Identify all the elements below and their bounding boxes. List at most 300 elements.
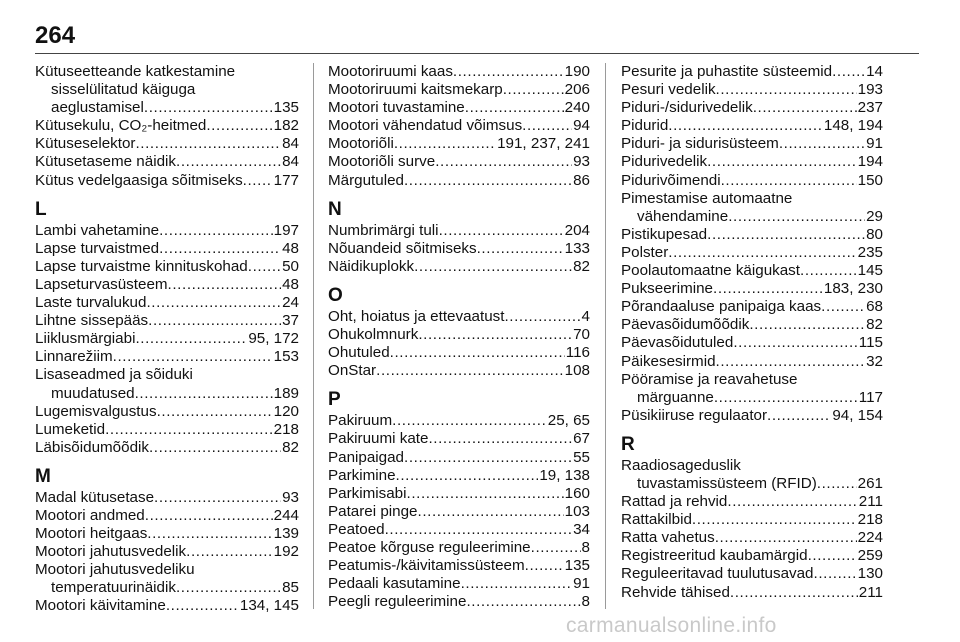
index-entry	[35, 153, 299, 171]
index-letter-heading: L	[35, 198, 47, 220]
index-entry-term: Ohukolmnurk	[328, 326, 419, 344]
dot-leader	[522, 117, 572, 135]
index-entry-term: muudatused	[51, 384, 135, 402]
index-entry-term: Kütuseselektor	[35, 135, 136, 153]
index-entry	[328, 63, 590, 81]
index-entry-page: 211	[858, 493, 883, 511]
dot-leader	[159, 222, 273, 240]
dot-leader	[727, 493, 857, 511]
index-entry: Lisaseadmed ja sõiduki	[35, 366, 193, 384]
index-entry-page: 108	[564, 362, 590, 380]
dot-leader	[147, 525, 272, 543]
index-entry	[35, 258, 299, 276]
index-entry: Pimestamise automaatne	[621, 189, 793, 207]
index-entry-term: Kütusetaseme näidik	[35, 153, 176, 171]
index-entry-page: 91	[573, 575, 590, 593]
index-entry	[35, 330, 299, 348]
index-entry-term: Registreeritud kaubamärgid	[621, 547, 808, 565]
index-entry	[328, 362, 590, 380]
dot-leader	[159, 240, 281, 258]
index-entry-term: Laste turvalukud	[35, 294, 147, 312]
index-entry-page: 183, 230	[823, 280, 883, 298]
dot-leader	[135, 135, 281, 153]
index-entry-term: Mootori tuvastamine	[328, 99, 465, 117]
dot-leader	[821, 298, 865, 316]
index-entry-page: 48	[282, 275, 299, 293]
index-entry-term: Pistikupesad	[621, 225, 708, 243]
index-entry	[621, 208, 883, 226]
index-entry	[35, 439, 299, 457]
index-entry-page: 84	[282, 153, 299, 171]
dot-leader	[730, 584, 858, 602]
index-entry: Mootori jahutusvedeliku	[35, 561, 195, 579]
dot-leader	[525, 557, 564, 575]
index-entry-page: 177	[273, 171, 299, 189]
index-entry-page: 55	[573, 448, 590, 466]
index-entry-term: Pidurid	[621, 117, 669, 135]
index-entry-page: 193	[857, 81, 883, 99]
index-entry-page: 24	[282, 294, 299, 312]
index-entry	[35, 525, 299, 543]
index-entry	[621, 529, 883, 547]
index-entry-page: 82	[282, 438, 299, 456]
index-entry-page: 261	[857, 474, 883, 492]
index-entry-page: 194	[857, 153, 883, 171]
index-entry	[621, 172, 883, 190]
dot-leader	[707, 153, 857, 171]
index-entry-page: 190	[564, 63, 590, 80]
index-entry	[328, 172, 590, 190]
index-entry-term: Lapse turvaistmed	[35, 239, 160, 257]
dot-leader	[465, 99, 564, 117]
index-entry	[328, 308, 590, 326]
dot-leader	[716, 81, 857, 99]
index-entry-term: Pakiruum	[328, 412, 393, 430]
dot-leader	[749, 316, 865, 334]
index-entry-page: 135	[273, 99, 299, 117]
index-entry-page: 80	[866, 225, 883, 243]
index-entry-page: 93	[282, 488, 299, 506]
dot-leader	[407, 485, 564, 503]
index-entry-page: 116	[565, 344, 590, 362]
index-entry-page: 19, 138	[539, 466, 590, 484]
index-entry-term: Lihtne sissepääs	[35, 312, 149, 330]
index-entry	[621, 565, 883, 583]
index-entry-term: vähendamine	[637, 207, 729, 225]
dot-leader	[385, 521, 573, 539]
index-entry	[35, 99, 299, 117]
index-entry-term: Pesuri vedelik	[621, 81, 716, 99]
dot-leader	[176, 153, 281, 171]
index-entry-page: 32	[866, 352, 883, 370]
index-entry	[35, 135, 299, 153]
index-entry-page: 134, 145	[239, 597, 299, 615]
index-entry	[621, 316, 883, 334]
index-entry-page: 8	[581, 593, 590, 611]
dot-leader	[779, 135, 865, 153]
index-entry: Pööramise ja reavahetuse	[621, 370, 798, 388]
index-entry-page: 70	[573, 326, 590, 344]
index-entry	[621, 262, 883, 280]
index-entry-page: 93	[573, 153, 590, 171]
dot-leader	[404, 449, 572, 467]
index-entry	[621, 135, 883, 153]
index-entry	[621, 153, 883, 171]
index-entry-term: Rattakilbid	[621, 511, 692, 529]
index-entry-page: 259	[857, 547, 883, 565]
index-entry-page: 211	[858, 583, 883, 601]
index-entry-term: Oht, hoiatus ja ettevaatust	[328, 307, 505, 325]
dot-leader	[154, 489, 281, 507]
dot-leader	[166, 597, 239, 615]
dot-leader	[439, 222, 564, 240]
dot-leader	[248, 258, 281, 276]
index-entry-page: 91	[866, 135, 883, 153]
index-entry-page: 25, 65	[547, 412, 590, 430]
index-letter-heading: M	[35, 465, 51, 487]
index-entry-term: Nõuandeid sõitmiseks	[328, 239, 477, 257]
index-entry-page: 94	[573, 117, 590, 135]
dot-leader	[428, 430, 572, 448]
watermark: carmanualsonline.info	[566, 614, 777, 637]
index-entry	[621, 389, 883, 407]
column-divider	[313, 63, 314, 609]
index-entry	[328, 593, 590, 611]
index-entry-term: Rehvide tähised	[621, 583, 730, 601]
dot-leader	[453, 63, 564, 81]
index-entry	[328, 153, 590, 171]
dot-leader	[504, 308, 580, 326]
index-entry-page: 191, 237, 241	[497, 135, 590, 153]
index-entry: Raadiosageduslik	[621, 456, 741, 474]
index-entry-page: 8	[581, 538, 590, 556]
index-entry-term: Patarei pinge	[328, 502, 418, 520]
index-entry-term: Piduri- ja sidurisüsteem	[621, 135, 779, 153]
index-entry-term: Peatoed	[328, 520, 385, 538]
index-letter-heading: N	[328, 198, 342, 220]
dot-leader	[721, 172, 857, 190]
dot-leader	[814, 565, 857, 583]
dot-leader	[707, 226, 865, 244]
index-entry-term: Poolautomaatne käigukast	[621, 262, 800, 280]
index-entry-page: 117	[858, 388, 883, 406]
dot-leader	[414, 258, 572, 276]
dot-leader	[800, 262, 857, 280]
index-entry	[621, 334, 883, 352]
dot-leader	[817, 475, 857, 493]
dot-leader	[418, 326, 572, 344]
index-entry-page: 133	[564, 239, 590, 257]
page-number: 264	[35, 22, 76, 49]
index-entry-page: 84	[282, 135, 299, 153]
index-entry	[621, 280, 883, 298]
index-entry	[621, 298, 883, 316]
dot-leader	[404, 172, 572, 190]
index-entry-term: Lapse turvaistme kinnituskohad	[35, 257, 248, 275]
index-entry	[328, 258, 590, 276]
index-entry-page: 67	[573, 430, 590, 448]
index-entry-term: Päevasõidumõõdik	[621, 316, 750, 334]
index-entry-term: Lambi vahetamine	[35, 221, 160, 239]
index-entry-term: Põrandaaluse panipaiga kaas	[621, 298, 822, 316]
dot-leader	[392, 412, 547, 430]
index-entry-term: Mootoriõli surve	[328, 153, 436, 171]
index-entry: sisselülitatud käiguga	[51, 81, 196, 99]
dot-leader	[168, 276, 282, 294]
index-entry-term: Püsikiiruse regulaator	[621, 406, 768, 424]
index-entry-term: Näidikuplokk	[328, 257, 415, 275]
index-entry	[328, 326, 590, 344]
index-entry-term: Numbrimärgi tuli	[328, 221, 439, 239]
index-entry-term: Mootori andmed	[35, 506, 145, 524]
index-entry-term: Mootori käivitamine	[35, 597, 166, 615]
dot-leader	[135, 385, 273, 403]
index-entry-page: 68	[866, 298, 883, 316]
dot-leader	[767, 407, 831, 425]
index-entry	[328, 412, 590, 430]
column-divider	[605, 63, 606, 609]
index-entry-page: 197	[273, 221, 299, 239]
dot-leader	[477, 240, 564, 258]
index-entry	[35, 489, 299, 507]
index-entry	[328, 575, 590, 593]
index-entry	[328, 135, 590, 153]
index-entry	[621, 244, 883, 262]
index-entry-term: tuvastamissüsteem (RFID)	[637, 474, 817, 492]
index-entry-page: 224	[857, 529, 883, 547]
index-entry-page: 37	[282, 312, 299, 330]
index-entry-term: Reguleeritavad tuulutusavad	[621, 565, 814, 583]
index-entry-page: 95, 172	[248, 330, 299, 348]
index-entry	[621, 353, 883, 371]
index-entry-term: Kütus vedelgaasiga sõitmiseks	[35, 171, 243, 189]
index-entry	[35, 276, 299, 294]
index-entry-page: 120	[273, 402, 299, 420]
index-entry-page: 85	[282, 579, 299, 597]
index-entry-page: 4	[581, 307, 590, 325]
index-entry	[621, 81, 883, 99]
index-entry	[35, 348, 299, 366]
dot-leader	[186, 543, 273, 561]
dot-leader	[531, 539, 581, 557]
index-entry	[621, 493, 883, 511]
dot-leader	[503, 81, 564, 99]
index-entry	[328, 485, 590, 503]
index-entry	[35, 543, 299, 561]
dot-leader	[716, 353, 866, 371]
dot-leader	[105, 421, 273, 439]
index-entry-page: 150	[857, 171, 883, 189]
index-entry-term: Mootori heitgaas	[35, 525, 148, 543]
header-rule	[35, 53, 919, 54]
index-entry-page: 34	[573, 520, 590, 538]
index-entry	[328, 557, 590, 575]
dot-leader	[668, 117, 823, 135]
index-entry-term: Pukseerimine	[621, 280, 714, 298]
index-entry-term: Rattad ja rehvid	[621, 493, 728, 511]
index-entry-page: 218	[273, 420, 299, 438]
index-entry-term: märguanne	[637, 388, 714, 406]
index-entry-page: 115	[858, 334, 883, 352]
index-entry-page: 160	[564, 484, 590, 502]
index-entry	[35, 507, 299, 525]
index-entry	[328, 430, 590, 448]
index-entry-term: Mootoriruumi kaas	[328, 63, 453, 80]
index-entry	[621, 547, 883, 565]
index-entry	[328, 449, 590, 467]
index-entry-term: Parkimisabi	[328, 484, 407, 502]
dot-leader	[714, 389, 858, 407]
index-entry	[328, 539, 590, 557]
dot-leader	[148, 312, 281, 330]
dot-leader	[149, 439, 281, 457]
index-entry-term: Mootoriõli	[328, 135, 394, 153]
index-entry-page: 182	[273, 117, 299, 135]
index-letter-heading: P	[328, 389, 341, 411]
index-entry-page: 153	[273, 348, 299, 366]
index-entry-page: 86	[573, 171, 590, 189]
index-entry	[621, 226, 883, 244]
index-entry	[328, 503, 590, 521]
index-entry-term: Ohutuled	[328, 344, 390, 362]
index-entry	[35, 172, 299, 190]
index-entry-term: Peatumis-/käivitamissüsteem	[328, 557, 525, 575]
dot-leader	[376, 362, 564, 380]
dot-leader	[418, 503, 564, 521]
index-entry-term: OnStar	[328, 362, 377, 380]
dot-leader	[243, 172, 273, 190]
index-entry	[621, 584, 883, 602]
index-entry	[35, 385, 299, 403]
index-entry	[328, 81, 590, 99]
index-entry-term: Madal kütusetase	[35, 488, 155, 506]
index-entry	[621, 63, 883, 81]
index-entry-page: 240	[564, 99, 590, 117]
index-entry-term: Polster	[621, 243, 669, 261]
index-entry	[328, 344, 590, 362]
index-entry-term: aeglustamisel	[51, 99, 144, 117]
index-entry	[35, 403, 299, 421]
index-entry-term: Lumeketid	[35, 420, 106, 438]
index-entry-page: 82	[573, 257, 590, 275]
index-entry-term: Peatoe kõrguse reguleerimine	[328, 538, 531, 556]
index-entry-page: 206	[564, 81, 590, 99]
index-entry	[35, 421, 299, 439]
index-entry-page: 48	[282, 239, 299, 257]
index-entry	[35, 222, 299, 240]
index-column-3	[621, 63, 883, 602]
index-entry-page: 189	[273, 384, 299, 402]
index-entry	[621, 117, 883, 135]
index-entry	[328, 240, 590, 258]
dot-leader	[146, 294, 281, 312]
dot-leader	[832, 63, 865, 81]
index-entry: Kütuseetteande katkestamine	[35, 63, 236, 80]
index-entry-term: Pesurite ja puhastite süsteemid	[621, 63, 833, 80]
index-entry-term: Piduri-/sidurivedelik	[621, 99, 753, 117]
index-entry	[621, 99, 883, 117]
index-letter-heading: R	[621, 433, 635, 455]
index-entry-page: 50	[282, 257, 299, 275]
index-entry	[328, 521, 590, 539]
index-entry-page: 218	[857, 511, 883, 529]
dot-leader	[713, 280, 823, 298]
dot-leader	[668, 244, 856, 262]
dot-leader	[394, 135, 496, 153]
index-entry-page: 237	[857, 99, 883, 117]
dot-leader	[396, 467, 539, 485]
index-entry-term: Märgutuled	[328, 171, 404, 189]
dot-leader	[753, 99, 857, 117]
dot-leader	[145, 507, 273, 525]
index-entry-page: 103	[564, 502, 590, 520]
dot-leader	[135, 330, 247, 348]
dot-leader	[466, 593, 580, 611]
index-letter-heading: O	[328, 284, 343, 306]
index-entry-term: Pakiruumi kate	[328, 430, 429, 448]
index-entry-term: Mootori jahutusvedelik	[35, 543, 187, 561]
dot-leader	[390, 344, 565, 362]
index-entry-page: 135	[564, 557, 590, 575]
index-entry-term: Kütusekulu, CO₂-heitmed	[35, 117, 207, 135]
dot-leader	[206, 117, 272, 135]
index-entry-page: 235	[857, 243, 883, 261]
index-entry-page: 139	[273, 525, 299, 543]
dot-leader	[733, 334, 857, 352]
index-entry-page: 29	[866, 207, 883, 225]
index-entry-term: temperatuurinäidik	[51, 579, 176, 597]
index-entry	[35, 597, 299, 615]
dot-leader	[808, 547, 857, 565]
dot-leader	[728, 208, 865, 226]
index-entry-term: Pidurivõimendi	[621, 171, 721, 189]
index-entry-page: 94, 154	[832, 406, 883, 424]
index-entry	[35, 117, 299, 135]
index-entry-page: 82	[866, 316, 883, 334]
index-entry-page: 145	[857, 262, 883, 280]
index-entry	[621, 511, 883, 529]
index-entry-page: 148, 194	[823, 117, 883, 135]
index-entry-term: Päikesesirmid	[621, 352, 716, 370]
dot-leader	[144, 99, 273, 117]
index-entry	[328, 117, 590, 135]
index-entry-page: 14	[866, 63, 883, 80]
index-entry-term: Lugemisvalgustus	[35, 402, 157, 420]
index-entry-term: Päevasõidutuled	[621, 334, 734, 352]
index-entry-term: Mootoriruumi kaitsmekarp	[328, 81, 503, 99]
index-entry-term: Pidurivedelik	[621, 153, 708, 171]
index-entry-term: Pedaali kasutamine	[328, 575, 461, 593]
index-entry-term: Lapseturvasüsteem	[35, 275, 168, 293]
index-entry-page: 244	[273, 506, 299, 524]
index-entry-term: Parkimine	[328, 466, 396, 484]
index-entry-term: Mootori vähendatud võimsus	[328, 117, 523, 135]
dot-leader	[692, 511, 857, 529]
index-entry-page: 192	[273, 543, 299, 561]
index-entry	[35, 294, 299, 312]
index-entry-page: 204	[564, 221, 590, 239]
index-entry-term: Ratta vahetus	[621, 529, 715, 547]
index-entry	[328, 222, 590, 240]
dot-leader	[435, 153, 572, 171]
index-entry	[621, 475, 883, 493]
index-column-2	[328, 63, 590, 611]
index-entry	[35, 312, 299, 330]
index-entry-term: Peegli reguleerimine	[328, 593, 467, 611]
dot-leader	[176, 579, 281, 597]
index-entry-term: Liiklusmärgiabi	[35, 330, 136, 348]
index-entry	[621, 407, 883, 425]
